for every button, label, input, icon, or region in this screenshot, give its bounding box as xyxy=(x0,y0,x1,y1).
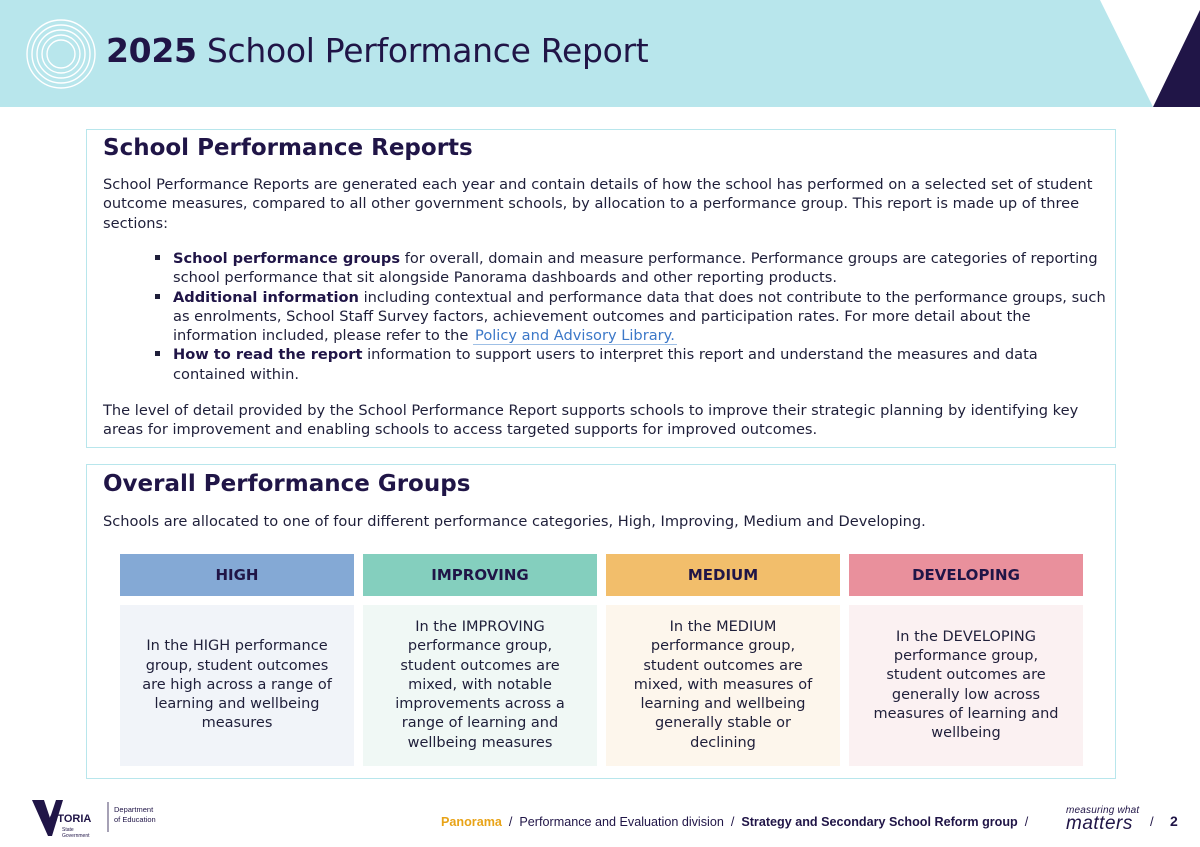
concentric-circles-icon xyxy=(25,18,97,90)
breadcrumb-separator: / xyxy=(730,815,735,829)
group-description: In the HIGH performance group, student outcomes are high across a range of learning and wellbeing measures xyxy=(120,605,354,766)
dept-line-1: Department xyxy=(114,805,154,814)
group-medium xyxy=(606,554,840,751)
group-header: DEVELOPING xyxy=(849,554,1083,596)
list-item-text: information to support users to interpret this report and understand the measures and data contained within. xyxy=(173,346,1038,383)
report-header xyxy=(0,0,1200,107)
victoria-government-logo xyxy=(30,798,170,838)
list-item xyxy=(173,345,1108,384)
group-header: HIGH xyxy=(120,554,354,596)
logo-sub-state: State xyxy=(62,827,74,833)
policy-advisory-library-link[interactable]: Policy and Advisory Library. xyxy=(475,327,675,345)
corner-decoration xyxy=(1100,0,1200,107)
bullet-icon xyxy=(155,255,160,260)
group-high xyxy=(120,554,354,732)
list-item xyxy=(173,249,1108,288)
section-heading: Overall Performance Groups xyxy=(103,471,471,497)
logo-sub-government: Government xyxy=(62,833,90,838)
list-item-title: How to read the report xyxy=(173,346,363,364)
bullet-icon xyxy=(155,351,160,356)
page-number: 2 xyxy=(1170,813,1178,829)
group-header: MEDIUM xyxy=(606,554,840,596)
group-description: In the DEVELOPING performance group, student outcomes are generally low across measures of learning and wellbeing xyxy=(849,605,1083,766)
brand-small: measuring what xyxy=(1066,805,1140,816)
group-improving xyxy=(363,554,597,751)
page-separator: / xyxy=(1150,814,1154,829)
breadcrumb xyxy=(441,815,1035,829)
bullet-icon xyxy=(155,294,160,299)
section-intro: School Performance Reports are generated each year and contain details of how the school has performed on a selected set of student outcome measures, compared to all other government schools, by allocation to a performance group. This report is made up of three sections: xyxy=(103,176,1093,232)
section-heading: School Performance Reports xyxy=(103,135,473,161)
list-item-title: School performance groups xyxy=(173,250,401,267)
group-description: In the IMPROVING performance group, student outcomes are mixed, with notable improvements across a range of learning and wellbeing measures xyxy=(363,605,597,766)
title-year: 2025 xyxy=(106,31,197,70)
list-item-text: including contextual and performance data that does not contribute to the performance groups, such as enrolments, School Staff Survey factors, achievement outcomes and participation rates. For more detail about the information included, please refer to the xyxy=(173,288,1106,345)
breadcrumb-separator: / xyxy=(508,815,513,829)
report-sections-list xyxy=(173,249,1108,384)
breadcrumb-separator: / xyxy=(1024,815,1029,829)
measuring-what-matters-brand xyxy=(1066,805,1139,835)
list-item-text: for overall, domain and measure performance. Performance groups are categories of reporting school performance that sit alongside Panorama dashboards and other reporting products. xyxy=(173,250,1098,287)
school-performance-reports-section xyxy=(86,129,1116,448)
dept-line-2: of Education xyxy=(114,815,156,824)
list-item-title: Additional information xyxy=(173,288,359,306)
breadcrumb-division[interactable]: Performance and Evaluation division xyxy=(519,815,724,829)
group-description: In the MEDIUM performance group, student outcomes are mixed, with measures of learning and wellbeing generally stable or declining xyxy=(606,605,840,766)
breadcrumb-group[interactable]: Strategy and Secondary School Reform group xyxy=(741,815,1018,829)
group-header: IMPROVING xyxy=(363,554,597,596)
breadcrumb-panorama[interactable]: Panorama xyxy=(441,815,502,829)
list-item xyxy=(173,288,1108,346)
page-title xyxy=(106,31,648,70)
title-text: School Performance Report xyxy=(206,31,649,70)
section-closing: The level of detail provided by the School Performance Report supports schools to improve their strategic planning by identifying key areas for improvement and enabling schools to access targeted supports for improved outcomes. xyxy=(103,402,1079,439)
group-developing xyxy=(849,554,1083,741)
overall-performance-groups-section xyxy=(86,464,1116,779)
brand-big: matters xyxy=(1066,813,1133,834)
logo-word: VICTORIA xyxy=(39,813,92,825)
section-intro: Schools are allocated to one of four different performance categories, High, Improving, Medium and Developing. xyxy=(103,513,926,530)
